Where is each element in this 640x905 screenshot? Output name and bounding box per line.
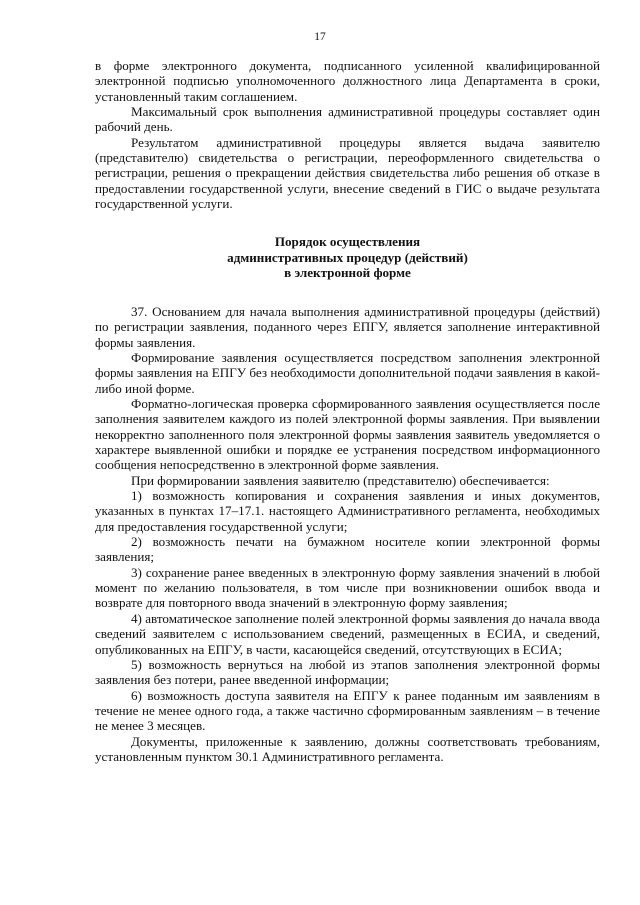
paragraph: Документы, приложенные к заявлению, должны соответствовать требованиям, установленным пунктом 30.1 Административного регламента.: [95, 733, 600, 764]
section-heading-line: административных процедур (действий): [227, 249, 468, 265]
document-body: [95, 58, 600, 764]
paragraph: Результатом административной процедуры является выдача заявителю (представителю) свидетельства о регистрации, переоформленного свидетельства о регистрации, решения о прекращении действия свидетельства либо решения об отказе в предоставлении государственной услуги, внесение сведений в ГИС о выдаче результата государственной услуги.: [95, 134, 600, 212]
list-item: 6) возможность доступа заявителя на ЕПГУ к ранее поданным им заявлениям в течение не менее одного года, а также частично сформированным заявлениям – в течение не менее 3 месяцев.: [95, 687, 600, 734]
list-item: 1) возможность копирования и сохранения заявления и иных документов, указанных в пунктах 17–17.1. настоящего Административного регламента, необходимых для предоставления государственной услуги;: [95, 488, 600, 534]
paragraph: 37. Основанием для начала выполнения административной процедуры (действий) по регистрации заявления, поданного через ЕПГУ, является заполнение интерактивной формы заявления.: [95, 303, 600, 350]
paragraph: в форме электронного документа, подписанного усиленной квалифицированной электронной подписью уполномоченного должностного лица Департамента в сроки, установленный таким соглашением.: [95, 58, 600, 104]
paragraph: При формировании заявления заявителю (представителю) обеспечивается:: [131, 472, 550, 488]
list-item: 5) возможность вернуться на любой из этапов заполнения электронной формы заявления без потери, ранее введенной информации;: [95, 656, 600, 688]
paragraph: Максимальный срок выполнения административной процедуры составляет один рабочий день.: [95, 104, 600, 135]
list-item: 2) возможность печати на бумажном носителе копии электронной формы заявления;: [95, 534, 600, 565]
section-heading: [95, 234, 600, 281]
paragraph: Форматно-логическая проверка сформированного заявления осуществляется после заполнения заявителем каждого из полей электронной формы заявления. При выявлении некорректно заполненного поля электронной формы заявления заявитель уведомляется о характере выявленной ошибки и порядке ее устранения посредством информационного сообщения непосредственно в электронной форме заявления.: [95, 396, 600, 473]
list-item: 3) сохранение ранее введенных в электронную форму заявления значений в любой момент по желанию пользователя, в том числе при возникновении ошибок ввода и возврате для повторного ввода значений в электронную форму заявления;: [95, 564, 600, 611]
paragraphs-after-heading: [95, 304, 600, 764]
paragraph: Формирование заявления осуществляется посредством заполнения электронной формы заявления на ЕПГУ без необходимости дополнительной подачи заявления в какой-либо иной форме.: [95, 349, 600, 396]
section-heading-line: в электронной форме: [284, 265, 411, 281]
page-number: 17: [314, 31, 326, 43]
section-heading-line: Порядок осуществления: [274, 234, 421, 250]
paragraphs-before-heading: [95, 58, 600, 211]
list-item: 4) автоматическое заполнение полей электронной формы заявления до начала ввода сведений заявителем с использованием сведений, размещенных в ЕСИА, и сведений, опубликованных на ЕПГУ, в части, касающейся сведений, отсутствующих в ЕСИА;: [95, 610, 600, 657]
